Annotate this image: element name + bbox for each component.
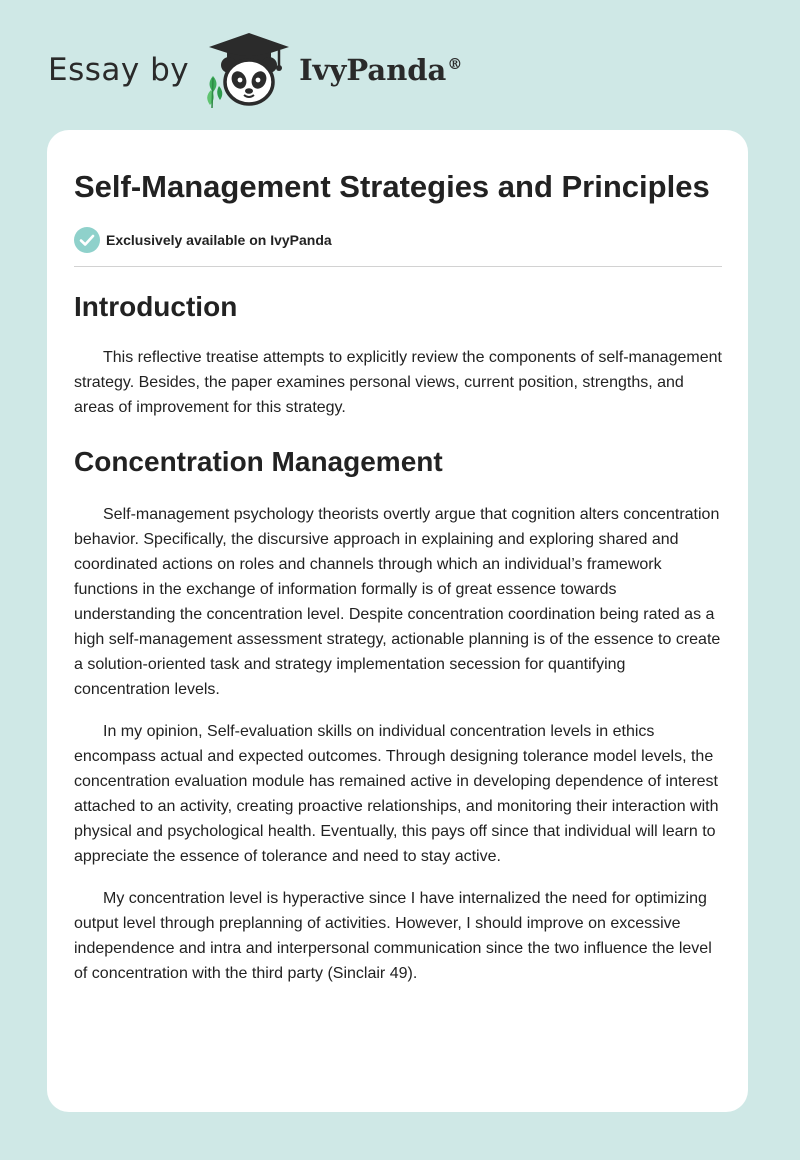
paragraph: This reflective treatise attempts to explicitly review the components of self-management strategy. Besides, the paper examines personal views, current position, strengths, and areas of improvement for this strategy.: [74, 349, 722, 416]
paragraph: Self-management psychology theorists overtly argue that cognition alters concentration behavior. Specifically, the discursive approach in explaining and exploring shared and coordinated actions on roles and channels through which an individual’s framework functions in the exchange of information formally is of great essence towards understanding the concentration level. Despite concentration coordination being rated as a high self-management assessment strategy, actionable planning is of the essence to create a solution-oriented task and strategy implementation secession for quantifying concentration levels.: [74, 506, 721, 698]
section-heading: Concentration Management: [74, 446, 443, 477]
panda-graduate-logo-icon[interactable]: [203, 30, 295, 110]
exclusive-badge: [74, 226, 722, 254]
check-circle-icon: [74, 227, 100, 253]
badge-text: Exclusively available on IvyPanda: [106, 232, 332, 248]
registered-mark: ®: [447, 55, 463, 74]
paragraph: My concentration level is hyperactive since I have internalized the need for optimizing output level through preplanning of activities. However, I should improve on excessive independence and intra and interpersonal communication since the two influence the level of concentration with the third party (Sinclair 49).: [74, 890, 712, 982]
section-concentration-management: [74, 445, 722, 986]
section-heading: Introduction: [74, 291, 238, 322]
brand-name-text: IvyPanda: [299, 53, 447, 87]
brand-prefix: Essay by: [48, 52, 190, 88]
divider: [74, 266, 722, 267]
paragraph: In my opinion, Self-evaluation skills on individual concentration levels in ethics encompass actual and expected outcomes. Through designing tolerance model levels, the concentration evaluation module has remained active in developing dependence of interest attached to an activity, creating proactive relationships, and monitoring their interaction with physical and psychological health. Eventually, this pays off since that individual will learn to appreciate the essence of tolerance and need to stay active.: [74, 723, 719, 865]
page-title: Self-Management Strategies and Principles: [74, 169, 710, 204]
essay-card: [47, 130, 748, 1112]
section-introduction: [74, 290, 722, 420]
site-header: [48, 30, 462, 110]
brand-name[interactable]: [299, 53, 462, 87]
